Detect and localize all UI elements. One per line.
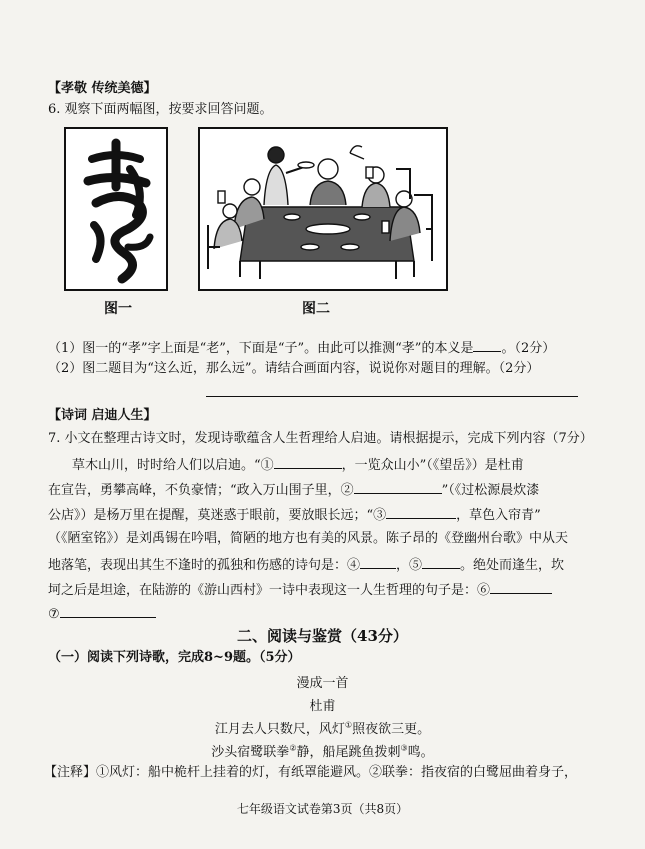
question-6: 6. 观察下面两幅图，按要求回答问题。: [48, 102, 273, 117]
answer-blank-5[interactable]: [422, 555, 460, 569]
answer-blank-2[interactable]: [354, 480, 442, 494]
answer-blank-3[interactable]: [386, 505, 456, 519]
figure-2-caption: 图二: [302, 301, 330, 317]
answer-blank-6-1[interactable]: [473, 338, 501, 352]
poem-line-2c: 鸣。: [407, 745, 434, 760]
q7-text-5c: 。绝处而逢生，坎: [460, 558, 565, 573]
q7-text-6a: 坷之后是坦途，在陆游的《游山西村》一诗中表现这一人生哲理的句子是：⑥: [48, 583, 491, 598]
q7-text-5a: 地落笔，表现出其生不逢时的孤独和伤感的诗句是：④: [48, 558, 361, 573]
poem-title: 漫成一首: [296, 676, 349, 691]
poem-line-1b: 照夜欲三更。: [352, 722, 431, 737]
answer-line-6-2[interactable]: [206, 396, 578, 397]
poem-line-2b: 静，船尾跳鱼拨刺: [296, 745, 401, 760]
question-7-line-1: [72, 455, 524, 475]
question-7-line-6: [48, 580, 552, 600]
figure-1-caption: 图一: [104, 301, 132, 317]
part-2-title: 二、阅读与鉴赏（43分）: [237, 627, 408, 645]
figure-1: [64, 127, 168, 291]
question-7-line-3: [48, 505, 541, 525]
note-marker-2: ②: [289, 743, 297, 753]
question-7-line-5: [48, 555, 564, 575]
q7-text-7a: ⑦: [48, 607, 60, 622]
question-6-2: （2）图二题目为“这么近，那么远”。请结合画面内容，说说你对题目的理解。（2分）: [48, 361, 540, 376]
figure-2: [198, 127, 448, 291]
question-6-1: [48, 338, 555, 358]
section-header-filial: 【孝敬 传统美德】: [48, 81, 157, 96]
q7-text-1a: 草木山川，时时给人们以启迪。“①: [72, 458, 274, 473]
xiao-seal-character-icon: [66, 129, 166, 289]
question-6-1-text: （1）图一的“孝”字上面是“老”，下面是“子”。由此可以推测“孝”的本义是: [48, 341, 474, 356]
poem-notes: 【注释】①风灯：船中桅杆上挂着的灯，有纸罩能避风。②联拳：指夜宿的白鹭屈曲着身子，: [44, 765, 578, 780]
q7-text-3a: 公店》）是杨万里在提醒，莫迷惑于眼前，要放眼长远；“③: [48, 508, 387, 523]
part-2-subtitle: （一）阅读下列诗歌，完成8~9题。（5分）: [48, 650, 301, 665]
family-dinner-illustration: [200, 129, 446, 289]
q7-text-2b: ”（《过松源晨炊漆: [441, 483, 540, 498]
q7-text-5b: ，⑤: [396, 558, 423, 573]
poem-line-2: [0, 741, 645, 760]
q7-text-2a: 在宣告，勇攀高峰，不负豪情；“政入万山围子里，②: [48, 483, 354, 498]
section-header-poetry: 【诗词 启迪人生】: [48, 408, 157, 423]
question-7-line-7: [48, 604, 156, 624]
note-marker-3: ③: [400, 743, 408, 753]
note-marker-1: ①: [344, 720, 353, 730]
question-7-line-4: （《陋室铭》）是刘禹锡在吟唱，简陋的地方也有美的风景。陈子昂的《登幽州台歌》中从天: [48, 531, 569, 546]
answer-blank-4[interactable]: [360, 555, 396, 569]
poem-line-2a: 沙头宿鹭联拳: [211, 745, 290, 760]
poem-author: 杜甫: [309, 699, 336, 714]
answer-blank-6[interactable]: [490, 580, 552, 594]
poem-line-1a: 江月去人只数尺，风灯: [214, 722, 345, 737]
q7-text-3b: ，草色入帘青”: [456, 508, 541, 523]
question-6-1-points: 。（2分）: [501, 341, 556, 356]
question-7: 7. 小文在整理古诗文时，发现诗歌蕴含人生哲理给人启迪。请根据提示，完成下列内容（7分）: [48, 431, 593, 446]
poem-line-1: [0, 718, 645, 737]
page-footer: 七年级语文试卷第3页（共8页）: [236, 802, 409, 816]
answer-blank-1[interactable]: [274, 455, 342, 469]
q7-text-1b: ，一览众山小”（《望岳》）是杜甫: [341, 458, 524, 473]
question-7-line-2: [48, 480, 539, 500]
answer-blank-7[interactable]: [60, 604, 156, 618]
